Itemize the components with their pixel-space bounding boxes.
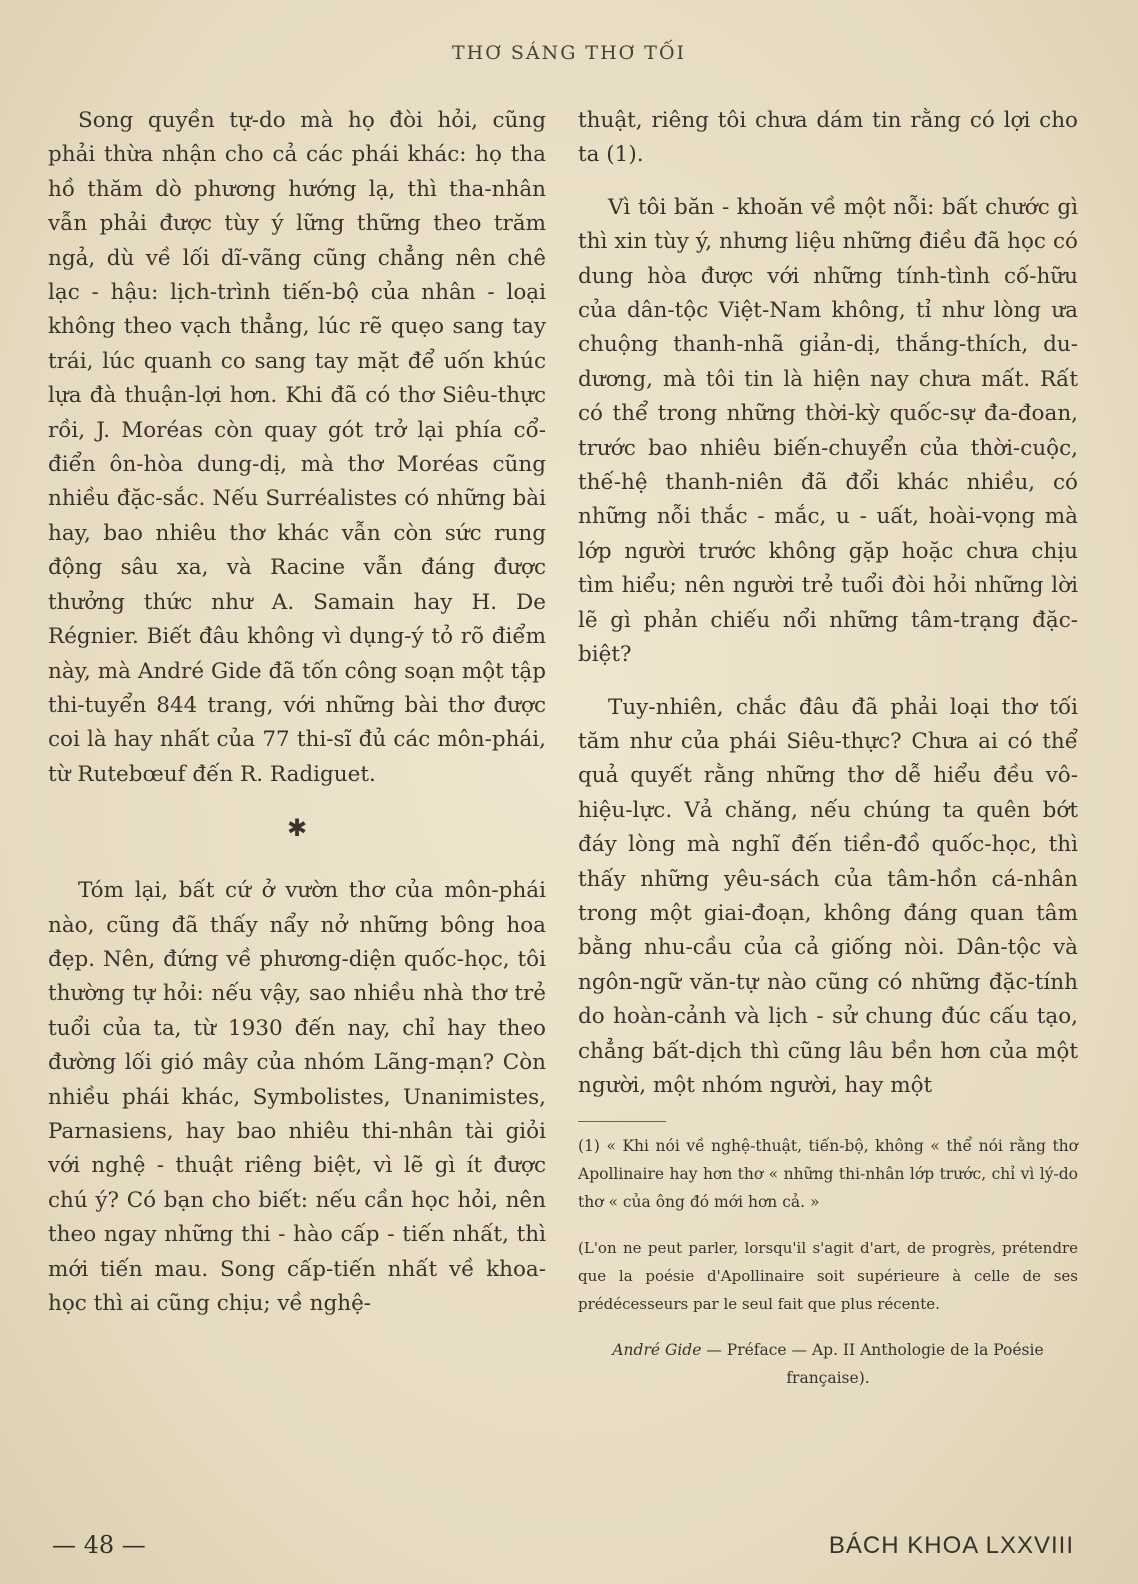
page-number: — 48 — <box>52 1531 146 1559</box>
right-paragraph-1: thuật, riêng tôi chưa dám tin rằng có lợi cho ta (1). <box>578 108 1078 168</box>
right-paragraph-2: Vì tôi băn - khoăn về một nỗi: bất chước gì thì xin tùy ý, nhưng liệu những điều đã học có dung hòa được với những tính-tình cố-hữu của dân-tộc Việt-Nam không, tỉ như lòng ưa chuộng thanh-nhã giản-dị, thắng-thích, du-dương, mà tôi tin là hiện nay chưa mất. Rất có thể trong những thời-kỳ quốc-sự đa-đoan, trước bao nhiêu biến-chuyển của thời-cuộc, thế-hệ thanh-niên đã đổi khác nhiều, có những nỗi thắc - mắc, u - uất, hoài-vọng mà lớp người trước không gặp hoặc chưa chịu tìm hiểu; nên người trẻ tuổi đòi hỏi những lời lẽ gì phản chiếu nổi những tâm-trạng đặc-biệt? <box>578 194 1078 668</box>
footnote-divider <box>578 1121 666 1122</box>
right-paragraph-3: Tuy-nhiên, chắc đâu đã phải loại thơ tối tăm như của phái Siêu-thực? Chưa ai có thể quả quyết rằng những thơ dễ hiểu đều vô-hiệu-lực. Vả chăng, nếu chúng ta quên bớt đáy lòng mà nghĩ đến tiền-đồ quốc-học, thì thấy những yêu-sách của tâm-hồn cá-nhân trong một giai-đoạn, không đáng quan tâm bằng nhu-cầu của cả giống nòi. Dân-tộc và ngôn-ngữ văn-tự nào cũng có những đặc-tính do hoàn-cảnh và lịch - sử chung đúc cấu tạo, chẳng bất-dịch thì cũng lâu bền hơn của một người, một nhóm người, hay một <box>578 694 1078 1098</box>
running-head: THƠ SÁNG THƠ TỐI <box>451 42 687 64</box>
left-paragraph-2: Tóm lại, bất cứ ở vườn thơ của môn-phái nào, cũng đã thấy nẩy nở những bông hoa đẹp. Nên, đứng về phương-diện quốc-học, tôi thường tự hỏi: nếu vậy, sao nhiều nhà thơ trẻ tuổi của ta, từ 1930 đến nay, chỉ hay theo đường lối gió mây của nhóm Lãng-mạn? Còn nhiều phái khác, Symbolistes, Unanimistes, Parnasiens, hay bao nhiêu thi-nhân tài giỏi với nghệ - thuật riêng biệt, vì lẽ gì ít được chú ý? Có bạn cho biết: nếu cần học hỏi, nên theo ngay những thi - hào cấp - tiến nhất, thì mới tiến mau. Song cấp-tiến nhất về khoa-học thì ai cũng chịu; về nghệ- <box>48 878 546 1316</box>
footnote-author: André Gide <box>612 1341 702 1360</box>
footnote-vietnamese: (1) « Khi nói về nghệ-thuật, tiến-bộ, không « thể nói rằng thơ Apollinaire hay hơn thơ « những thi-nhân lớp trước, chỉ vì lý-do thơ « của ông đó mới hơn cả. » <box>578 1137 1078 1212</box>
left-column <box>48 104 546 1321</box>
footnote-french: (L'on ne peut parler, lorsqu'il s'agit d'art, de progrès, prétendre que la poésie d'Apollinaire soit supérieure à celle de ses prédécesseurs par le seul fait que plus récente. <box>578 1239 1078 1314</box>
left-paragraph-1: Song quyền tự-do mà họ đòi hỏi, cũng phải thừa nhận cho cả các phái khác: họ tha hồ thăm dò phương hướng lạ, thì tha-nhân vẫn phải được tùy ý lững thững theo trăm ngả, dù về lối dĩ-vãng cũng chẳng nên chê lạc - hậu: lịch-trình tiến-bộ của nhân - loại không theo vạch thẳng, lúc rẽ quẹo sang tay trái, lúc quanh co sang tay mặt để uốn khúc lựa đà thuận-lợi hơn. Khi đã có thơ Siêu-thực rồi, J. Moréas còn quay gót trở lại phía cổ-điển ôn-hòa dung-dị, mà thơ Moréas cũng nhiều đặc-sắc. Nếu Surréalistes có những bài hay, bao nhiêu thơ khác vẫn còn sức rung động sâu xa, và Racine vẫn đáng được thưởng thức như A. Samain hay H. De Régnier. Biết đâu không vì dụng-ý tỏ rõ điểm này, mà André Gide đã tốn công soạn một tập thi-tuyển 844 trang, với những bài thơ được coi là hay nhất của 77 thi-sĩ đủ các môn-phái, từ Rutebœuf đến R. Radiguet. <box>48 108 546 787</box>
footnote-attribution <box>578 1336 1078 1392</box>
right-column <box>578 104 1078 1396</box>
footnote-source: — Préface — Ap. II Anthologie de la Poésie française). <box>701 1341 1044 1388</box>
journal-title: BÁCH KHOA LXXVIII <box>828 1532 1074 1559</box>
footnote <box>578 1132 1078 1392</box>
section-separator: ✱ <box>286 814 308 843</box>
